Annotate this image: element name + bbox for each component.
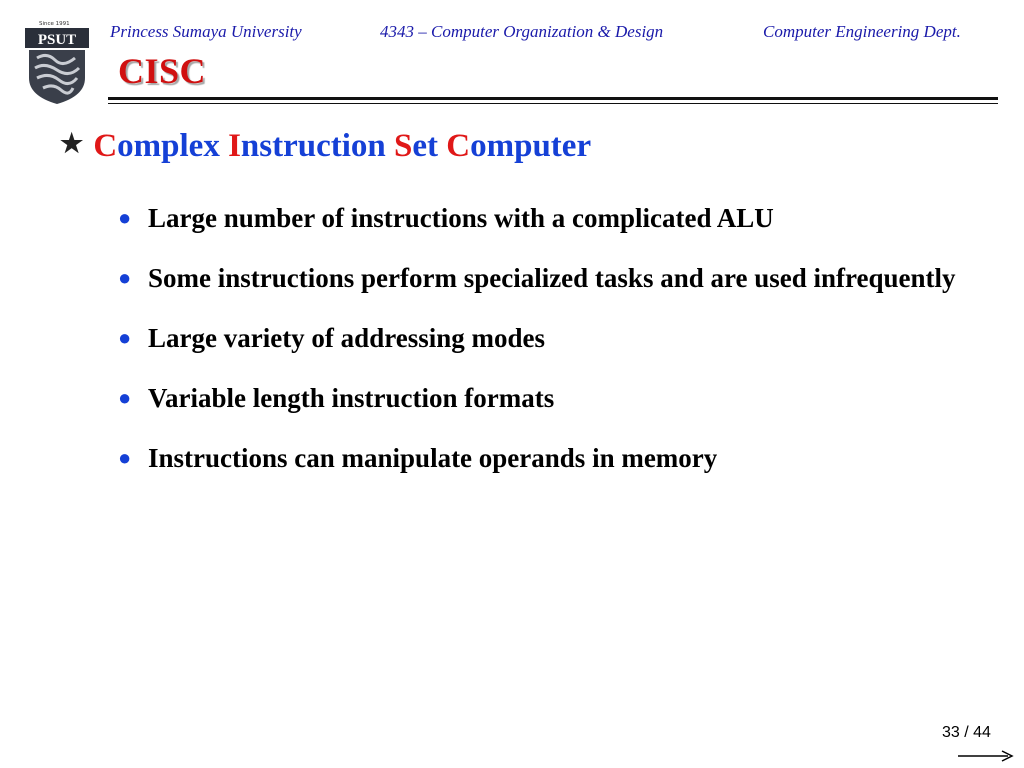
page-number: 33 / 44 (942, 724, 991, 741)
bullet-item (115, 438, 965, 478)
bullet-item (115, 258, 965, 298)
next-slide-arrow-icon[interactable] (958, 750, 1014, 762)
bullet-dot-icon: ● (118, 265, 132, 290)
psut-logo (25, 18, 89, 104)
heading-word-rest: nstruction (240, 128, 395, 164)
bullet-text: Variable length instruction formats (148, 383, 555, 413)
bullet-item (115, 198, 965, 238)
header-rule-thick (108, 97, 998, 100)
star-bullet-icon: ★ (60, 129, 84, 158)
bullet-item (115, 378, 965, 418)
heading-word-rest: omputer (470, 128, 592, 164)
bullet-text: Large number of instructions with a complicated ALU (148, 203, 774, 233)
slide-header (110, 22, 1000, 44)
header-course: 4343 – Computer Organization & Design (380, 22, 664, 41)
header-rule-thin (108, 103, 998, 104)
bullet-list (115, 198, 965, 498)
bullet-dot-icon: ● (118, 385, 132, 410)
logo-since-text: Since 1991 (39, 21, 70, 27)
heading-word-rest: omplex (117, 128, 229, 164)
bullet-item (115, 318, 965, 358)
heading-word-rest: et (412, 128, 447, 164)
logo-name-text: PSUT (37, 32, 77, 48)
bullet-text: Instructions can manipulate operands in memory (148, 443, 718, 473)
bullet-dot-icon: ● (118, 205, 132, 230)
bullet-text: Some instructions perform specialized tasks and are used infrequently (148, 263, 956, 293)
slide-title: CISC (118, 51, 207, 91)
bullet-dot-icon: ● (118, 325, 132, 350)
heading-initial-c2: C (446, 128, 471, 164)
bullet-text: Large variety of addressing modes (148, 323, 545, 353)
header-university: Princess Sumaya University (110, 22, 302, 41)
bullet-dot-icon: ● (118, 445, 132, 470)
main-heading (60, 128, 591, 165)
heading-initial-s: S (394, 128, 413, 164)
heading-initial-i: I (228, 128, 241, 164)
heading-initial-c: C (93, 128, 118, 164)
header-department: Computer Engineering Dept. (763, 22, 961, 41)
